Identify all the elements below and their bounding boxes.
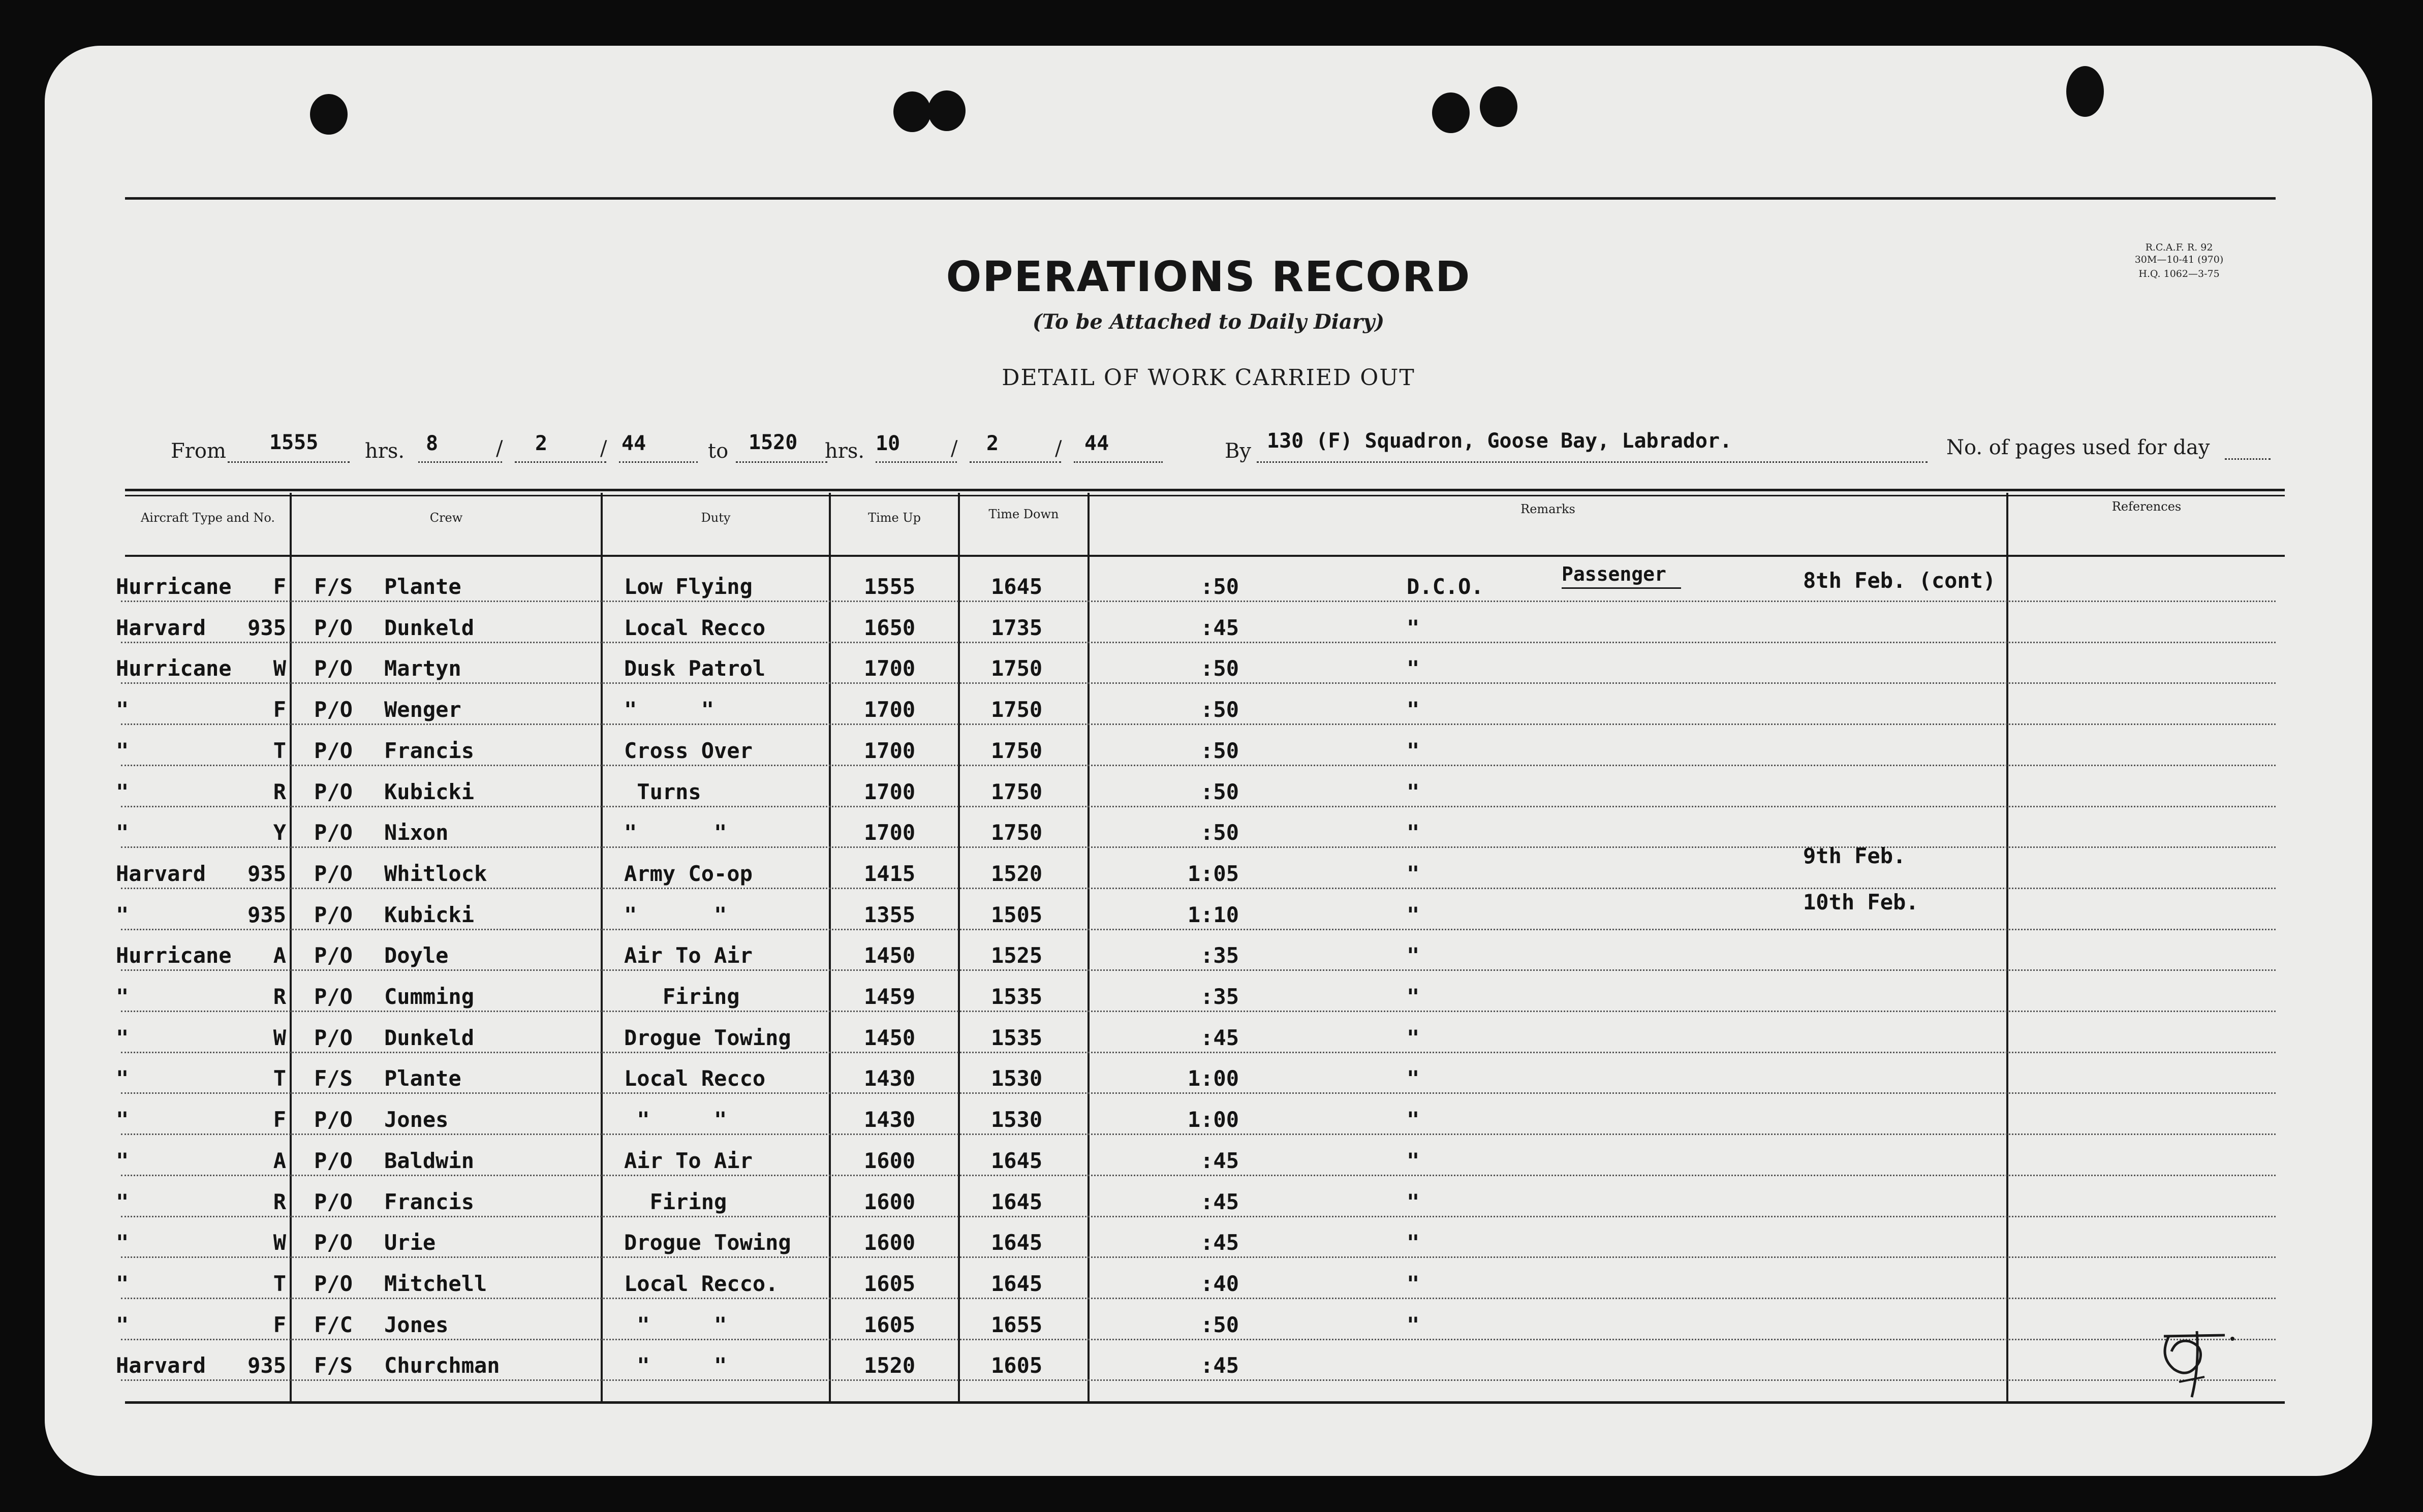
date-note: 9th Feb. [1803,843,1906,868]
row-dotted-line [121,1256,2276,1258]
row-dotted-line [121,765,2276,766]
crew-rank: F/S [314,1066,353,1091]
punch-hole [1432,92,1470,133]
crew-name: Dunkeld [384,1025,475,1050]
aircraft-type: Harvard [116,861,206,886]
remark: " [1407,779,1420,804]
aircraft-no: 935 [247,615,286,640]
time-up: 1450 [864,943,916,968]
duty: Local Recco. [624,1271,779,1296]
duration: :50 [1200,1312,1239,1337]
aircraft-type: Harvard [116,1353,206,1378]
time-up: 1650 [864,615,916,640]
to-label: to [708,439,729,463]
aircraft-type: Harvard [116,615,206,640]
crew-name: Dunkeld [384,615,475,640]
aircraft-type: " [116,1271,129,1296]
remark: " [1407,1312,1420,1337]
crew-rank: P/O [314,615,353,640]
time-down: 1750 [991,738,1043,763]
remark: " [1407,1107,1420,1132]
detail-heading: DETAIL OF WORK CARRIED OUT [1002,365,1415,391]
punch-hole [1480,86,1517,127]
time-up: 1450 [864,1025,916,1050]
col-aircraft: Aircraft Type and No. [140,511,275,525]
date-note: 10th Feb. [1803,889,1919,915]
remark: " [1407,697,1420,722]
row-dotted-line [121,601,2276,602]
crew-name: Doyle [384,943,449,968]
time-up: 1355 [864,902,916,927]
crew-rank: P/O [314,738,353,763]
duty: " " [624,1353,727,1378]
duration: :50 [1200,779,1239,804]
crew-name: Plante [384,1066,461,1091]
duration: :45 [1200,1353,1239,1378]
remark: " [1407,1189,1420,1214]
from-year: 44 [622,432,646,455]
time-down: 1525 [991,943,1043,968]
duration: :50 [1200,697,1239,722]
aircraft-type: " [116,738,129,763]
aircraft-type: " [116,1230,129,1255]
duration: :45 [1200,615,1239,640]
crew-rank: P/O [314,943,353,968]
remark: D.C.O. [1407,574,1484,599]
row-dotted-line [121,723,2276,725]
row-dotted-line [121,888,2276,889]
aircraft-type: " [116,779,129,804]
remark: " [1407,943,1420,968]
row-dotted-line [121,1133,2276,1135]
aircraft-no: F [273,1312,286,1337]
crew-rank: P/O [314,861,353,886]
remark: " [1407,820,1420,845]
duration: :50 [1200,656,1239,681]
crew-name: Urie [384,1230,436,1255]
crew-rank: P/O [314,697,353,722]
aircraft-no: W [273,1025,286,1050]
duration: :50 [1200,738,1239,763]
remark: " [1407,738,1420,763]
aircraft-no: W [273,656,286,681]
time-up: 1700 [864,779,916,804]
crew-name: Jones [384,1107,449,1132]
remark: " [1407,1066,1420,1091]
remark: " [1407,615,1420,640]
row-dotted-line [121,1092,2276,1094]
pages-label: No. of pages used for day [1946,436,2210,459]
time-up: 1700 [864,656,916,681]
to-time: 1520 [749,431,798,454]
time-down: 1645 [991,1230,1043,1255]
duty: Air To Air [624,943,753,968]
to-year: 44 [1084,432,1109,455]
duration: 1:00 [1187,1107,1239,1132]
aircraft-no: W [273,1230,286,1255]
duty: " " [624,820,727,845]
from-label: From [171,439,226,463]
crew-name: Churchman [384,1353,500,1378]
time-down: 1735 [991,615,1043,640]
time-up: 1700 [864,820,916,845]
time-down: 1655 [991,1312,1043,1337]
duty: Local Recco [624,615,766,640]
time-up: 1520 [864,1353,916,1378]
time-down: 1605 [991,1353,1043,1378]
remark: " [1407,1148,1420,1173]
aircraft-type: " [116,1066,129,1091]
duration: :45 [1200,1025,1239,1050]
time-up: 1600 [864,1148,916,1173]
crew-rank: P/O [314,984,353,1009]
crew-name: Mitchell [384,1271,487,1296]
crew-name: Kubicki [384,902,475,927]
crew-name: Cumming [384,984,475,1009]
date-note: 8th Feb. (cont) [1803,568,1996,593]
squadron-value: 130 (F) Squadron, Goose Bay, Labrador. [1267,429,1732,453]
aircraft-no: T [273,1066,286,1091]
aircraft-type: " [116,984,129,1009]
duty: " " [624,697,715,722]
crew-name: Martyn [384,656,461,681]
crew-name: Francis [384,738,475,763]
initials-mark [2149,1321,2240,1407]
time-down: 1505 [991,902,1043,927]
aircraft-type: " [116,1312,129,1337]
time-down: 1750 [991,697,1043,722]
aircraft-no: F [273,1107,286,1132]
aircraft-no: R [273,1189,286,1214]
duty: Dusk Patrol [624,656,766,681]
aircraft-type: Hurricane [116,943,232,968]
duty: Turns [624,779,701,804]
crew-rank: P/O [314,1107,353,1132]
row-dotted-line [121,969,2276,971]
duty: Drogue Towing [624,1230,791,1255]
time-down: 1645 [991,1271,1043,1296]
crew-rank: F/S [314,1353,353,1378]
aircraft-no: A [273,1148,286,1173]
row-dotted-line [121,1052,2276,1053]
aircraft-no: Y [273,820,286,845]
aircraft-type: " [116,1107,129,1132]
time-up: 1600 [864,1230,916,1255]
time-up: 1605 [864,1271,916,1296]
form-code: R.C.A.F. R. 92 30M—10-41 (970) H.Q. 1062—3-75 [2134,242,2224,279]
page-title: OPERATIONS RECORD [946,253,1471,301]
duty: Air To Air [624,1148,753,1173]
time-up: 1700 [864,697,916,722]
aircraft-no: F [273,697,286,722]
duration: :45 [1200,1230,1239,1255]
punch-hole [928,90,966,131]
remark: " [1407,861,1420,886]
remark: " [1407,1271,1420,1296]
to-month: 2 [986,432,999,455]
duration: :50 [1200,574,1239,599]
aircraft-type: " [116,1189,129,1214]
row-dotted-line [121,1379,2276,1381]
row-dotted-line [121,1216,2276,1217]
col-references: References [2111,499,2182,514]
crew-name: Jones [384,1312,449,1337]
punch-hole [2066,66,2104,117]
punch-hole [893,91,931,132]
time-down: 1750 [991,656,1043,681]
duty: " " [624,902,727,927]
time-up: 1700 [864,738,916,763]
to-hrs-label: hrs. [825,439,865,463]
row-dotted-line [121,846,2276,848]
time-up: 1600 [864,1189,916,1214]
to-day: 10 [876,432,900,455]
punch-hole [310,94,348,135]
page-subtitle: (To be Attached to Daily Diary) [1032,310,1385,334]
aircraft-no: R [273,779,286,804]
aircraft-no: 935 [247,861,286,886]
time-down: 1750 [991,820,1043,845]
aircraft-no: 935 [247,1353,286,1378]
duration: :45 [1200,1189,1239,1214]
time-down: 1645 [991,1189,1043,1214]
time-up: 1430 [864,1066,916,1091]
crew-rank: P/O [314,902,353,927]
crew-rank: P/O [314,820,353,845]
aircraft-no: F [273,574,286,599]
crew-rank: F/C [314,1312,353,1337]
duty: Firing [624,1189,727,1214]
col-duty: Duty [701,511,731,525]
crew-name: Plante [384,574,461,599]
crew-name: Baldwin [384,1148,475,1173]
aircraft-type: Hurricane [116,574,232,599]
aircraft-no: 935 [247,902,286,927]
col-time-up: Time Up [868,511,921,525]
row-dotted-line [121,1298,2276,1299]
crew-name: Whitlock [384,861,487,886]
top-rule [125,197,2276,200]
row-dotted-line [121,642,2276,643]
aircraft-no: T [273,1271,286,1296]
aircraft-no: R [273,984,286,1009]
duty: " " [624,1107,727,1132]
remark: " [1407,902,1420,927]
col-remarks: Remarks [1520,502,1575,516]
duty: Cross Over [624,738,753,763]
crew-name: Francis [384,1189,475,1214]
from-time: 1555 [269,431,319,454]
remark: " [1407,1230,1420,1255]
col-time-down: Time Down [988,507,1059,521]
crew-rank: P/O [314,1148,353,1173]
time-down: 1645 [991,574,1043,599]
from-day: 8 [426,432,439,455]
duration: :45 [1200,1148,1239,1173]
aircraft-no: T [273,738,286,763]
aircraft-type: Hurricane [116,656,232,681]
aircraft-type: " [116,902,129,927]
aircraft-type: " [116,820,129,845]
duty: Army Co-op [624,861,753,886]
duration: :35 [1200,943,1239,968]
duration: :50 [1200,820,1239,845]
row-dotted-line [121,1175,2276,1176]
hrs-label: hrs. [365,439,405,463]
by-label: By [1225,439,1251,463]
duty: " " [624,1312,727,1337]
aircraft-type: " [116,1148,129,1173]
time-up: 1430 [864,1107,916,1132]
duration: 1:00 [1187,1066,1239,1091]
row-dotted-line [121,1339,2276,1340]
remark: " [1407,984,1420,1009]
row-dotted-line [121,682,2276,684]
duration: :35 [1200,984,1239,1009]
duration: 1:05 [1187,861,1239,886]
crew-name: Kubicki [384,779,475,804]
crew-rank: F/S [314,574,353,599]
crew-rank: P/O [314,779,353,804]
aircraft-type: " [116,697,129,722]
time-up: 1555 [864,574,916,599]
time-up: 1459 [864,984,916,1009]
time-down: 1535 [991,1025,1043,1050]
aircraft-type: " [116,1025,129,1050]
duty: Local Recco [624,1066,766,1091]
duration: 1:10 [1187,902,1239,927]
record-card: OPERATIONS RECORD (To be Attached to Daily Diary) DETAIL OF WORK CARRIED OUT R.C.A.F. R. 92 30M—10-41 (970) H.Q. 1062—3-75 From 1555 hrs. 8 / 2 / 44 to 1520 hrs. 10 / 2 / 44 By 130 (F) Squadron, Goose Bay, Labrador. No. of pages used for day Aircraft Type and No. Crew Duty Time Up Time Down Remarks References Passenger Hurricane F F/S Plante Low Flying 1555 1645 :50 D.C.O. 8th Feb. (cont) Harvard 935 P/O Dunkeld Local Recco 1650 1735 :45 " Hurricane W P/O Martyn Dusk Patrol 1700 1750 :50 " " F P/O Wenger " " 1700 1750 :50 " " T P/O Francis Cross Over 1700 1750 :50 " " R P/O Kubicki Turns 1700 1750 :50 " " Y P/O Nixon " " 1700 1750 :50 " Harvard 935 P/O Whitlock Army Co-op 1415 1520 1:05 " 9th Feb. " 935 P/O Kubicki " " 1355 1505 1:10 " 10th Feb. Hurricane A P/O Doyle Air To Air 1450 1525 :35 " " R P/O Cumming Firing 1459 1535 :35 " " W P/O Dunkeld Drogue Towing 1450 1535 :45 " " T F/S Plante Local Recco 1430 1530 1:00 " " F P/O Jones " " 1430 1530 1:00 " " A P/O Baldwin Air To Air 1600 1645 :45 " " R P/O Francis Firing 1600 1645 :45 " " W P/O Urie Drogue Towing 1600 1645 :45 " " T P/O Mitchell Local Recco. 1605 1645 :40 " " F F/C Jones " " 1605 1655 :50 " Harvard 935 F/S Churchman " " 1520 1605 :45 [45,46,2372,1476]
from-month: 2 [535,432,548,455]
remark: " [1407,656,1420,681]
duty: Low Flying [624,574,753,599]
time-up: 1415 [864,861,916,886]
row-dotted-line [121,806,2276,807]
crew-name: Nixon [384,820,449,845]
passenger-note: Passenger [1562,563,1666,585]
duty: Drogue Towing [624,1025,791,1050]
crew-rank: P/O [314,1025,353,1050]
crew-rank: P/O [314,1230,353,1255]
row-dotted-line [121,929,2276,930]
crew-rank: P/O [314,656,353,681]
duty: Firing [624,984,740,1009]
time-down: 1520 [991,861,1043,886]
remark: " [1407,1025,1420,1050]
time-down: 1535 [991,984,1043,1009]
crew-rank: P/O [314,1271,353,1296]
crew-rank: P/O [314,1189,353,1214]
time-down: 1530 [991,1066,1043,1091]
time-down: 1645 [991,1148,1043,1173]
aircraft-no: A [273,943,286,968]
duration: :40 [1200,1271,1239,1296]
time-down: 1530 [991,1107,1043,1132]
time-down: 1750 [991,779,1043,804]
col-crew: Crew [429,511,463,525]
time-up: 1605 [864,1312,916,1337]
row-dotted-line [121,1011,2276,1012]
crew-name: Wenger [384,697,461,722]
